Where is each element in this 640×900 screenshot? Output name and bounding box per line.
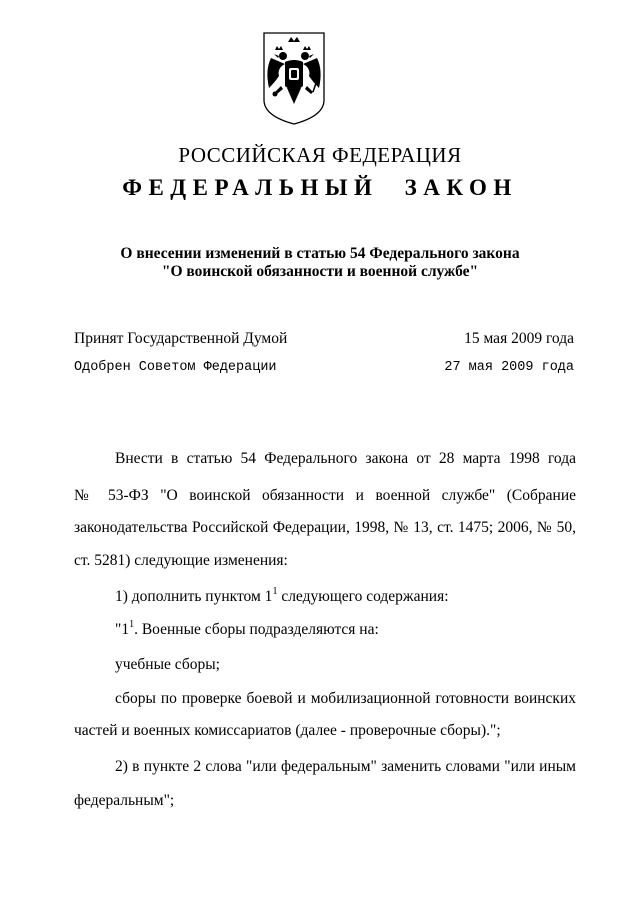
amendment-item-1 [115, 588, 449, 606]
body-text-fragment: . Военные сборы подразделяются на: [134, 621, 379, 638]
coat-of-arms-emblem [261, 30, 327, 126]
duma-adoption-date: 15 мая 2009 года [464, 330, 574, 347]
body-line: Внести в статью 54 Федерального закона от 28 марта 1998 года [115, 450, 576, 467]
body-line: частей и военных комиссариатов (далее - проверочные сборы)."; [74, 722, 501, 739]
quoted-point [115, 621, 379, 639]
council-approval-date: 27 мая 2009 года [444, 360, 574, 375]
body-text-fragment: следующего содержания: [277, 588, 449, 605]
council-approval-label: Одобрен Советом Федерации [74, 360, 277, 375]
superscript: 1 [129, 619, 135, 630]
body-text-fragment: "1 [115, 621, 130, 638]
body-line: учебные сборы; [115, 656, 220, 673]
country-heading: РОССИЙСКАЯ ФЕДЕРАЦИЯ [178, 143, 462, 167]
body-line: законодательства Российской Федерации, 1998, № 13, ст. 1475; 2006, № 50, [74, 519, 576, 536]
law-title-line: "О воинской обязанности и военной службе" [161, 263, 479, 280]
duma-adoption-label: Принят Государственной Думой [74, 330, 288, 347]
body-line: сборы по проверке боевой и мобилизационной готовности воинских [115, 690, 576, 707]
body-text-fragment: 1) дополнить пунктом 1 [115, 588, 273, 605]
superscript: 1 [272, 586, 278, 597]
law-title [0, 245, 640, 281]
body-line: ст. 5281) следующие изменения: [74, 552, 288, 569]
document-type-heading: ФЕДЕРАЛЬНЫЙ ЗАКОН [122, 175, 518, 200]
law-title-line: О внесении изменений в статью 54 Федерального закона [120, 245, 520, 262]
body-line: № 53-ФЗ "О воинской обязанности и военной службе" (Собрание [74, 487, 576, 504]
amendment-item-2: 2) в пункте 2 слова "или федеральным" заменить словами "или иным [115, 758, 576, 775]
body-line: федеральным"; [74, 792, 175, 809]
